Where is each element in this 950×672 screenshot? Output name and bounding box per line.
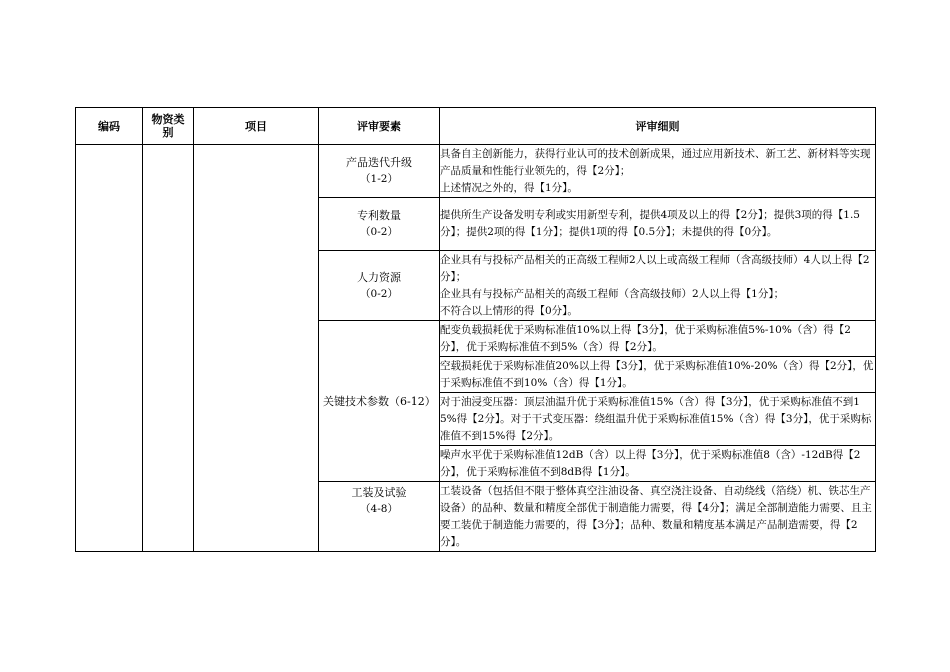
header-elements: 评审要素 bbox=[319, 108, 440, 145]
factor-cell bbox=[319, 321, 440, 482]
factor-cell bbox=[319, 482, 440, 552]
detail-text: 提供所生产设备发明专利或实用新型专利，提供4项及以上的得【2分】；提供3项的得【1.5分】；提供2项的得【1分】；提供1项的得【0.5分】；未提供的得【0分】。 bbox=[440, 209, 860, 238]
detail-text: 企业具有与投标产品相关的高级工程师（含高级技师）2人以上得【1分】； bbox=[440, 287, 785, 300]
detail-cell bbox=[440, 357, 876, 393]
header-details: 评审细则 bbox=[440, 108, 876, 145]
detail-cell bbox=[440, 198, 876, 251]
evaluation-table bbox=[75, 107, 876, 552]
detail-text: 空载损耗优于采购标准值20%以上得【3分】，优于采购标准值10%-20%（含）得【2分】，优于采购标准值不到10%（含）得【1分】。 bbox=[440, 359, 874, 389]
detail-text: 企业具有与投标产品相关的正高级工程师2人以上或高级工程师（含高级技师）4人以上得【2分】； bbox=[440, 253, 870, 283]
detail-cell bbox=[440, 446, 876, 482]
factor-name: 人力资源 bbox=[357, 270, 401, 284]
detail-cell bbox=[440, 145, 876, 198]
factor-range: （1-2） bbox=[360, 173, 398, 185]
project-cell bbox=[194, 145, 319, 552]
material-category-cell bbox=[143, 145, 194, 552]
header-material-category: 物资类别 bbox=[143, 108, 194, 145]
header-project: 项目 bbox=[194, 108, 319, 145]
detail-cell bbox=[440, 251, 876, 321]
factor-range: （0-2） bbox=[360, 226, 398, 238]
detail-cell bbox=[440, 482, 876, 552]
detail-text: 噪声水平优于采购标准值12dB（含）以上得【3分】，优于采购标准值8（含）-12dB得【2分】，优于采购标准值不到8dB得【1分】。 bbox=[440, 448, 861, 478]
factor-range: （4-8） bbox=[360, 503, 398, 515]
factor-cell bbox=[319, 251, 440, 321]
factor-name: 关键技术参数（6-12） bbox=[323, 394, 436, 408]
detail-text: 上述情况之外的，得【1分】。 bbox=[440, 181, 578, 194]
factor-name: 产品迭代升级 bbox=[346, 156, 412, 169]
table-row bbox=[76, 145, 876, 198]
header-code: 编码 bbox=[76, 108, 143, 145]
factor-cell bbox=[319, 145, 440, 198]
factor-name: 工装及试验 bbox=[351, 486, 407, 499]
detail-text: 对于油浸变压器：顶层油温升优于采购标准值15%（含）得【3分】，优于采购标准值不到15%得【2分】。对于干式变压器：绕组温升优于采购标准值15%（含）得【3分】，优于采购标准值不到15%得【2分】。 bbox=[440, 395, 872, 442]
factor-name: 专利数量 bbox=[357, 209, 401, 222]
detail-cell bbox=[440, 321, 876, 357]
detail-cell bbox=[440, 393, 876, 446]
header-row bbox=[76, 108, 876, 145]
detail-text: 具备自主创新能力，获得行业认可的技术创新成果，通过应用新技术、新工艺、新材料等实现产品质量和性能行业领先的，得【2分】； bbox=[440, 147, 871, 177]
factor-cell bbox=[319, 198, 440, 251]
detail-text: 工装设备（包括但不限于整体真空注油设备、真空浇注设备、自动绕线（箔绕）机、铁芯生产设备）的品种、数量和精度全部优于制造能力需要，得【4分】；满足全部制造能力需要、且主要工装优于制造能力需要的，得【3分】；品种、数量和精度基本满足产品制造需要，得【2分】。 bbox=[440, 484, 872, 548]
code-cell bbox=[76, 145, 143, 552]
detail-text: 配变负载损耗优于采购标准值10%以上得【3分】，优于采购标准值5%-10%（含）得【2分】，优于采购标准值不到5%（含）得【2分】。 bbox=[440, 323, 851, 353]
detail-text: 不符合以上情形的得【0分】。 bbox=[440, 304, 578, 317]
factor-range: （0-2） bbox=[360, 287, 398, 300]
